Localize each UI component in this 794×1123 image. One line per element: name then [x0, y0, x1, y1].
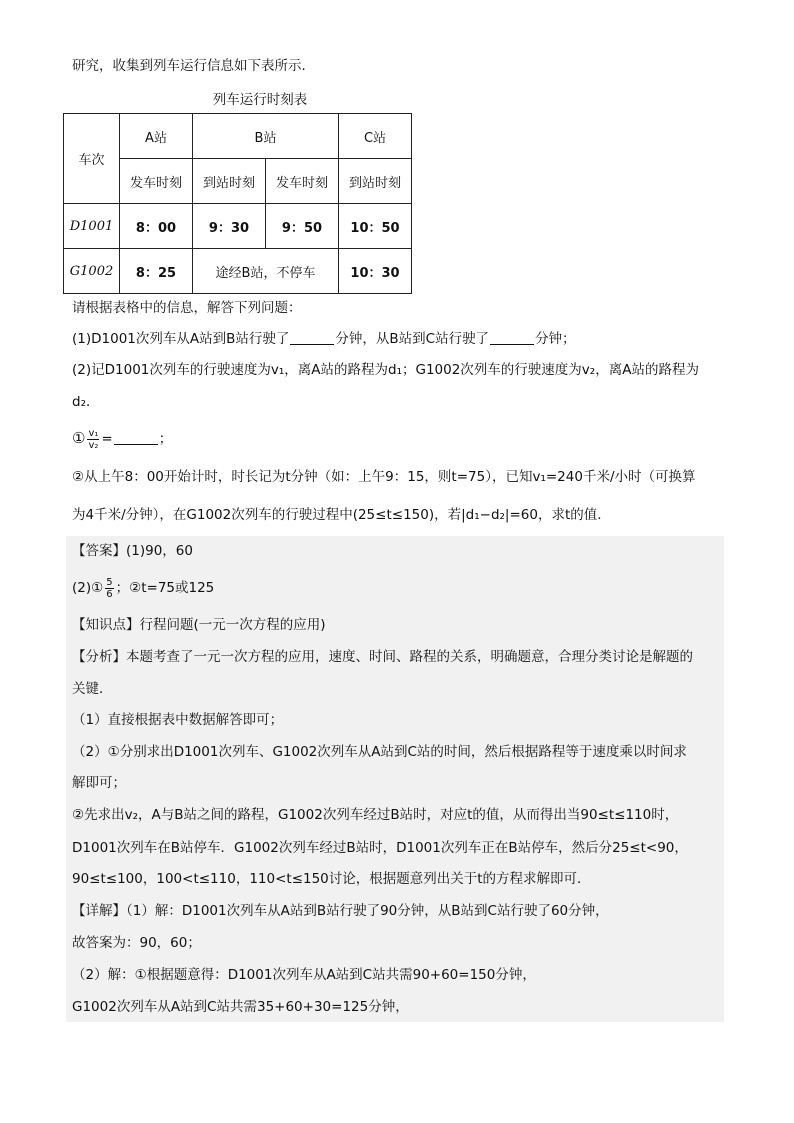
question-2-sub-1: ① $\frac{\text{v₁}}{\text{v₂}}$ = ； [72, 427, 173, 451]
question-2-sub-2-line-1: ②从上午8：00开始计时，时长记为t分钟（如：上午9：15，则t=75），已知v₁=240千米/小时（可换算 [72, 469, 696, 485]
fraction: $\frac{\text{v₁}}{\text{v₂}}$ [88, 427, 99, 451]
analysis-line: 解即可； [72, 775, 126, 791]
table-row [64, 204, 412, 249]
time-cell: 9：50 [266, 204, 339, 249]
detail-line: 故答案为：90，60； [72, 935, 201, 951]
header-station-a: A站 [120, 114, 193, 159]
header-b-depart: 发车时刻 [266, 159, 339, 204]
analysis-line: ②先求出v₂，A与B站之间的路程，G1002次列车经过B站时，对应t的值，从而得出当90≤t≤110时， [72, 807, 679, 823]
train-id: D1001 [64, 204, 120, 249]
answer-blank [290, 330, 334, 345]
analysis-line: 90≤t≤100，100<t≤110，110<t≤150讨论，根据题意列出关于t的方程求解即可． [72, 871, 591, 887]
time-cell: 8：00 [120, 204, 193, 249]
analysis-line: （2）①分别求出D1001次列车、G1002次列车从A站到C站的时间，然后根据路程等于速度乘以时间求 [72, 744, 687, 760]
analysis-line: D1001次列车在B站停车．G1002次列车经过B站时，D1001次列车正在B站停车，然后分25≤t<90， [72, 840, 688, 856]
train-id: G1002 [64, 249, 120, 294]
analysis-line: （1）直接根据表中数据解答即可； [72, 712, 284, 728]
analysis-line: 【分析】本题考查了一元一次方程的应用，速度、时间、路程的关系，明确题意，合理分类讨论是解题的 [72, 649, 693, 665]
answer-line-2: (2)① $\frac{5}{6}$ ；②t=75或125 [72, 576, 215, 600]
time-cell: 10：30 [339, 249, 412, 294]
header-train: 车次 [64, 114, 120, 204]
question-2-line-1: (2)记D1001次列车的行驶速度为v₁，离A站的路程为d₁；G1002次列车的行驶速度为v₂，离A站的路程为 [72, 362, 699, 378]
table-row [64, 249, 412, 294]
table-title: 列车运行时刻表 [212, 92, 308, 108]
question-lead: 请根据表格中的信息，解答下列问题： [72, 300, 302, 316]
time-cell: 8：25 [120, 249, 193, 294]
answer-blank [490, 330, 534, 345]
time-cell: 10：50 [339, 204, 412, 249]
analysis-line: 关键． [72, 681, 113, 697]
header-station-b: B站 [193, 114, 339, 159]
question-2-line-2: d₂． [72, 394, 100, 410]
timetable [63, 113, 412, 294]
answer-line-1: 【答案】(1)90，60 [72, 543, 193, 559]
detail-line: 【详解】（1）解：D1001次列车从A站到B站行驶了90分钟，从B站到C站行驶了60分钟， [72, 903, 609, 919]
header-c-arrive: 到站时刻 [339, 159, 412, 204]
fraction: $\frac{5}{6}$ [106, 576, 113, 600]
question-1: (1)D1001次列车从A站到B站行驶了 分钟，从B站到C站行驶了 分钟； [72, 331, 576, 347]
time-cell: 9：30 [193, 204, 266, 249]
header-station-c: C站 [339, 114, 412, 159]
knowledge-point: 【知识点】行程问题(一元一次方程的应用) [72, 617, 326, 633]
question-2-sub-2-line-2: 为4千米/分钟），在G1002次列车的行驶过程中(25≤t≤150)，若|d₁−d₂|=60，求t的值． [72, 507, 611, 523]
detail-line: G1002次列车从A站到C站共需35+60+30=125分钟， [72, 999, 409, 1015]
detail-line: （2）解：①根据题意得：D1001次列车从A站到C站共需90+60=150分钟， [72, 967, 536, 983]
pass-through-note: 途经B站，不停车 [193, 249, 339, 294]
header-b-arrive: 到站时刻 [193, 159, 266, 204]
answer-blank [114, 430, 158, 445]
intro-text: 研究，收集到列车运行信息如下表所示． [72, 58, 315, 74]
header-a-depart: 发车时刻 [120, 159, 193, 204]
